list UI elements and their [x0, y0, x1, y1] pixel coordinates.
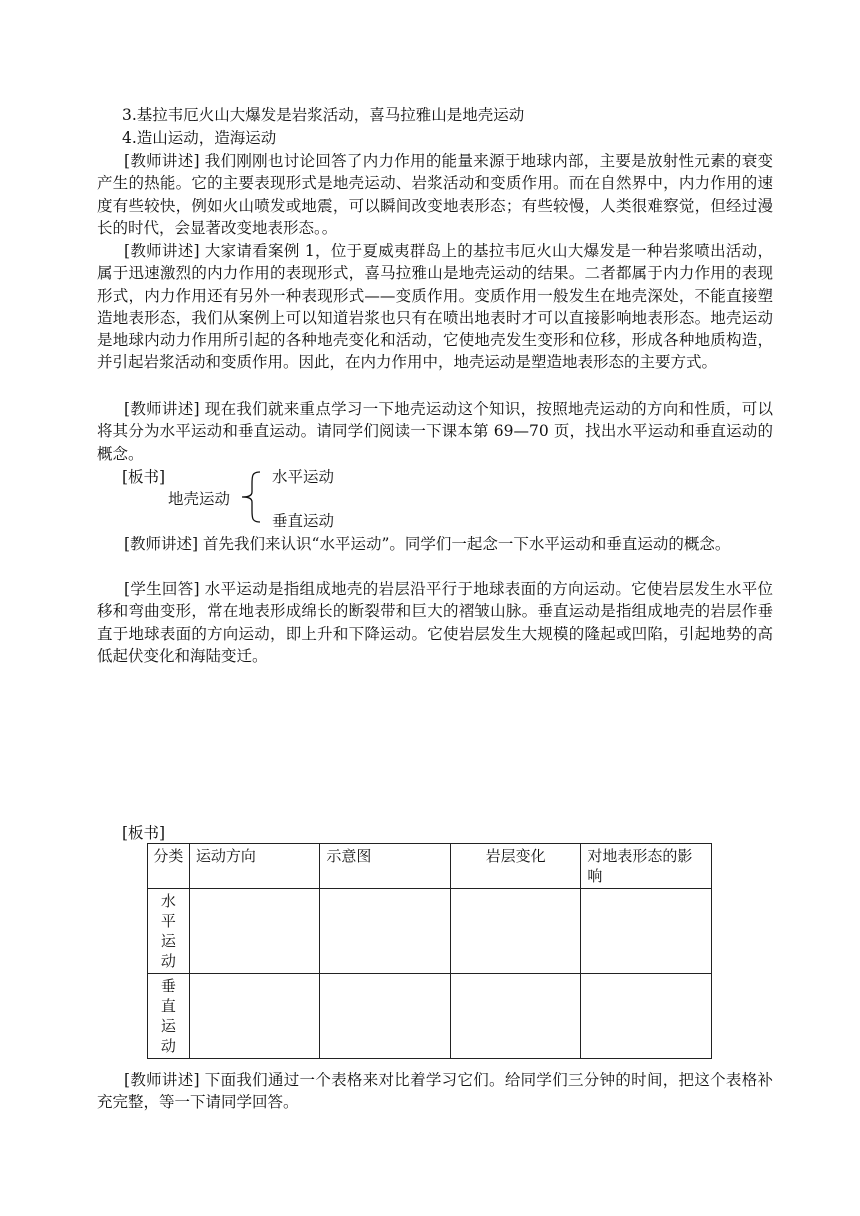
curly-brace — [236, 470, 266, 524]
paragraph-teacher-4: [教师讲述] 首先我们来认识“水平运动”。同学们一起念一下水平运动和垂直运动的概念。 — [124, 535, 731, 553]
table-cell-empty — [189, 889, 320, 974]
table-cell-empty — [450, 889, 581, 974]
table-header-cell: 示意图 — [320, 844, 451, 889]
table-row-label: 水平运动 — [148, 889, 190, 974]
paragraph-teacher-1: [教师讲述] 我们刚刚也讨论回答了内力作用的能量来源于地球内部，主要是放射性元素的衰变产生的热能。它的主要表现形式是地壳运动、岩浆活动和变质作用。而在自然界中，内力作用的速度有些较快，例如火山喷发或地震，可以瞬间改变地表形态；有些较慢，人类很难察觉，但经过漫长的时代，会显著改变地表形态。。 — [97, 152, 773, 237]
board-label-2: [板书] — [122, 824, 166, 842]
table-cell-empty — [581, 889, 712, 974]
table-header-cell: 分类 — [148, 844, 190, 889]
list-item-4: 4.造山运动，造海运动 — [122, 129, 277, 147]
table-cell-empty — [189, 974, 320, 1059]
table-row — [148, 889, 712, 974]
table-cell-empty — [450, 974, 581, 1059]
paragraph-teacher-3: [教师讲述] 现在我们就来重点学习一下地壳运动这个知识，按照地壳运动的方向和性质，可以将其分为水平运动和垂直运动。请同学们阅读一下课本第 69—70 页，找出水平运动和垂直运动的概念。 — [97, 400, 773, 463]
table-cell-empty — [581, 974, 712, 1059]
table-cell-empty — [320, 889, 451, 974]
board-label: [板书] — [122, 468, 166, 486]
table-row — [148, 974, 712, 1059]
table-cell-empty — [320, 974, 451, 1059]
paragraph-teacher-5: [教师讲述] 下面我们通过一个表格来对比着学习它们。给同学们三分钟的时间，把这个表格补充完整，等一下请同学回答。 — [97, 1071, 773, 1112]
table-header-cell: 运动方向 — [189, 844, 320, 889]
table-header-row — [148, 844, 712, 889]
brace-branch-top: 水平运动 — [272, 468, 335, 486]
brace-branch-bottom: 垂直运动 — [272, 512, 335, 530]
brace-root-label: 地壳运动 — [168, 490, 231, 508]
list-item-3: 3.基拉韦厄火山大爆发是岩浆活动，喜马拉雅山是地壳运动 — [122, 106, 525, 124]
table-header-cell: 对地表形态的影响 — [581, 844, 712, 889]
paragraph-teacher-2: [教师讲述] 大家请看案例 1，位于夏威夷群岛上的基拉韦厄火山大爆发是一种岩浆喷出活动，属于迅速激烈的内力作用的表现形式，喜马拉雅山是地壳运动的结果。二者都属于内力作用的表现形式，内力作用还有另外一种表现形式——变质作用。变质作用一般发生在地壳深处，不能直接塑造地表形态，我们从案例上可以知道岩浆也只有在喷出地表时才可以直接影响地表形态。地壳运动是地球内动力作用所引起的各种地壳变化和活动，它使地壳发生变形和位移，形成各种地质构造，并引起岩浆活动和变质作用。因此，在内力作用中，地壳运动是塑造地表形态的主要方式。 — [97, 242, 773, 372]
comparison-table — [147, 843, 712, 1059]
table-header-cell: 岩层变化 — [450, 844, 581, 889]
table-row-label: 垂直运动 — [148, 974, 190, 1059]
paragraph-student-answer: [学生回答] 水平运动是指组成地壳的岩层沿平行于地球表面的方向运动。它使岩层发生水平位移和弯曲变形，常在地表形成绵长的断裂带和巨大的褶皱山脉。垂直运动是指组成地壳的岩层作垂直于地球表面的方向运动，即上升和下降运动。它使岩层发生大规模的隆起或凹陷，引起地势的高低起伏变化和海陆变迁。 — [97, 580, 773, 665]
